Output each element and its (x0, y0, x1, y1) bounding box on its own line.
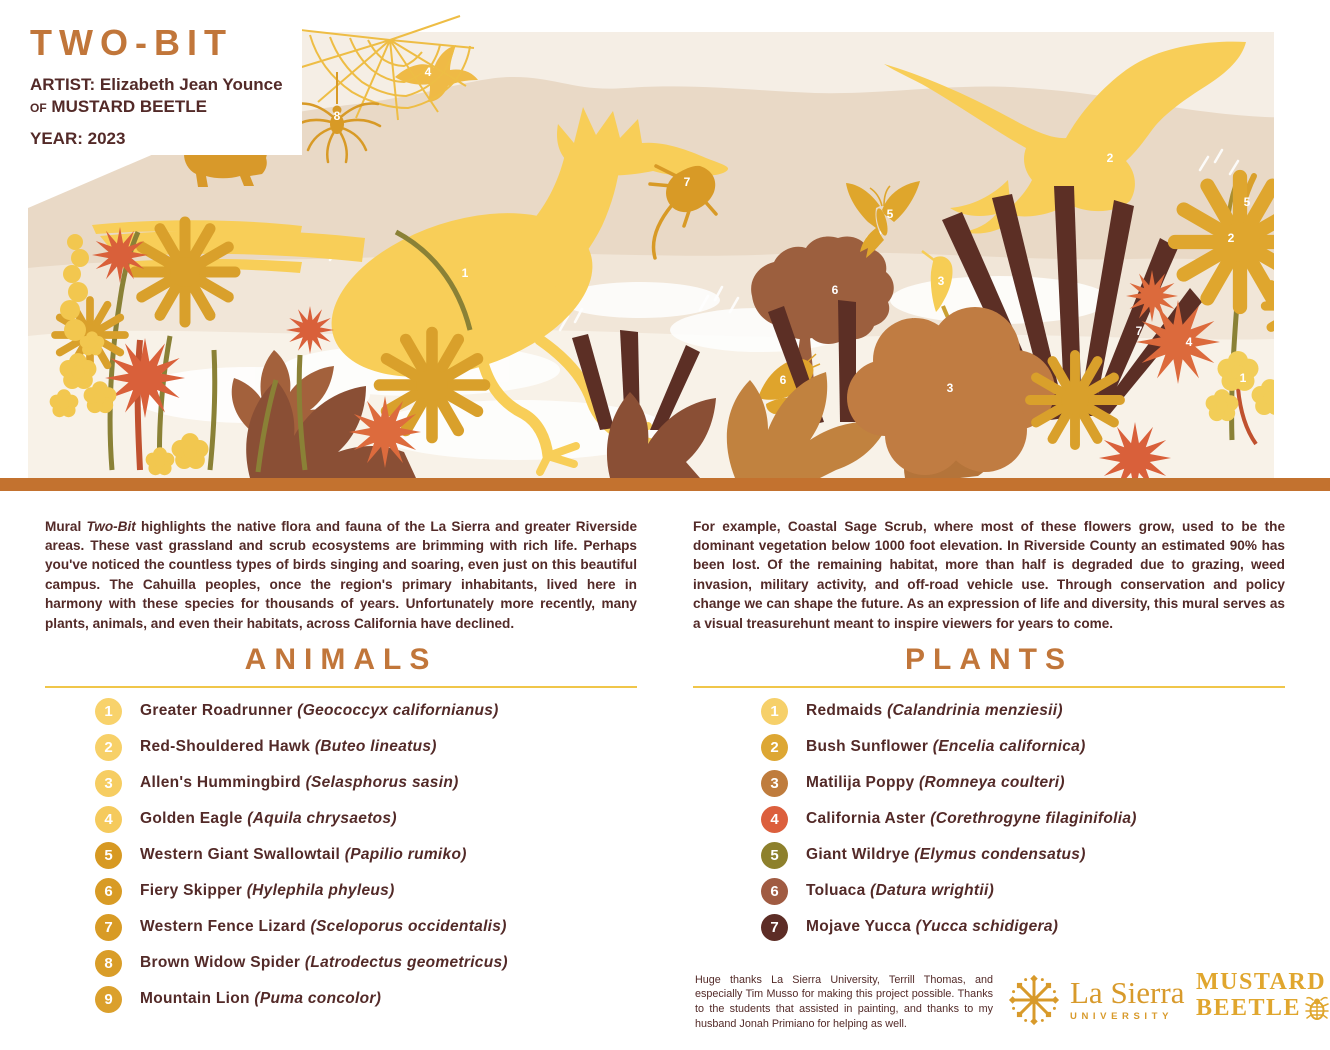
intro-paragraph-right: For example, Coastal Sage Scrub, where most of these flowers grow, used to be the dominant vegetation below 1000 foot elevation. In Riverside County an estimated 90% has been lost. Of the remaining habitat, more than half is degraded due to grazing, weed invasion, military activity, and off-road vehicle use. Through conservation and policy change we can shape the future. As an expression of life and diversity, this mural serves as a visual treasurehunt meant to inspire viewers for years to come. (693, 518, 1285, 631)
la-sierra-star-icon (1008, 972, 1060, 1028)
list-item-scientific-name: (Buteo lineatus) (314, 738, 437, 755)
mural-marker-fiery-skipper: 6 (779, 373, 787, 387)
list-item-scientific-name: (Sceloporus occidentalis) (310, 918, 507, 935)
list-item-number-badge: 3 (761, 770, 788, 797)
list-item-number-badge: 4 (95, 806, 122, 833)
animals-heading: ANIMALS (244, 643, 438, 676)
list-item-number-badge: 4 (761, 806, 788, 833)
list-item-scientific-name: (Datura wrightii) (870, 882, 995, 899)
acknowledgements-text: Huge thanks La Sierra University, Terrill Thomas, and especially Tim Musso for making this project possible. Thanks to the students that assisted in painting, and thanks to my husband Jonah Primiano for helping as well. (695, 973, 993, 1030)
mural-marker-redmaids: 1 (1239, 371, 1247, 385)
list-item (761, 873, 1306, 909)
list-item (761, 909, 1306, 945)
animals-underline (45, 686, 637, 688)
mural-title: TWO-BIT (30, 22, 233, 63)
list-item-scientific-name: (Geococcyx californianus) (297, 702, 499, 719)
list-item-scientific-name: (Selasphorus sasin) (305, 774, 459, 791)
mustard-wordmark-line2: BEETLE (1196, 995, 1302, 1021)
list-item-label: Matilija Poppy (Romneya coulteri) (806, 774, 1065, 791)
mustard-beetle-logo (1196, 969, 1329, 1021)
artist-name: Elizabeth Jean Younce (99, 75, 283, 94)
list-item-number-badge: 6 (761, 878, 788, 905)
list-item-scientific-name: (Hylephila phyleus) (246, 882, 395, 899)
list-item-number-badge: 1 (95, 698, 122, 725)
la-sierra-wordmark: La Sierra (1070, 975, 1185, 1010)
artist-credit (30, 74, 298, 119)
list-item-number-badge: 3 (95, 770, 122, 797)
list-item (95, 729, 640, 765)
list-item-number-badge: 5 (95, 842, 122, 869)
list-item-scientific-name: (Calandrinia menziesii) (887, 702, 1063, 719)
plants-heading: PLANTS (905, 643, 1073, 676)
la-sierra-university-label: UNIVERSITY (1070, 1011, 1174, 1022)
list-item-number-badge: 6 (95, 878, 122, 905)
list-item-number-badge: 1 (761, 698, 788, 725)
list-item (95, 945, 640, 981)
list-item-scientific-name: (Elymus condensatus) (914, 846, 1086, 863)
animals-list (95, 693, 640, 1017)
list-item-label: Bush Sunflower (Encelia californica) (806, 738, 1086, 755)
list-item (95, 873, 640, 909)
list-item-scientific-name: (Corethrogyne filaginifolia) (930, 810, 1137, 827)
list-item-label: Fiery Skipper (Hylephila phyleus) (140, 882, 395, 899)
list-item-scientific-name: (Papilio rumiko) (344, 846, 467, 863)
year-label: YEAR: (30, 129, 83, 148)
list-item-label: Mountain Lion (Puma concolor) (140, 990, 382, 1007)
list-item (761, 693, 1306, 729)
list-item-number-badge: 5 (761, 842, 788, 869)
year-credit (30, 129, 298, 149)
mustard-wordmark-line1: MUSTARD (1196, 969, 1327, 995)
list-item-label: Red-Shouldered Hawk (Buteo lineatus) (140, 738, 437, 755)
list-item (95, 837, 640, 873)
mural-marker-giant-wildrye: 5 (1243, 195, 1251, 209)
beetle-icon (1305, 995, 1329, 1021)
list-item-number-badge: 8 (95, 950, 122, 977)
list-item-label: Toluaca (Datura wrightii) (806, 882, 995, 899)
of-label: OF (30, 101, 47, 115)
list-item-label: Allen's Hummingbird (Selasphorus sasin) (140, 774, 459, 791)
artist-label: ARTIST: (30, 75, 96, 94)
list-item-number-badge: 7 (761, 914, 788, 941)
list-item (95, 981, 640, 1017)
list-item (761, 765, 1306, 801)
mural-marker-golden-eagle: 4 (424, 65, 432, 79)
list-item (761, 729, 1306, 765)
list-item-label: Mojave Yucca (Yucca schidigera) (806, 918, 1059, 935)
mural-marker-toluaca: 6 (831, 283, 839, 297)
intro-left-mural-name: Two-Bit (86, 518, 136, 534)
mural-marker-bush-sunflower: 2 (1227, 231, 1235, 245)
list-item-scientific-name: (Aquila chrysaetos) (247, 810, 397, 827)
list-item-scientific-name: (Puma concolor) (254, 990, 382, 1007)
list-item (761, 801, 1306, 837)
list-item-scientific-name: (Encelia californica) (932, 738, 1086, 755)
mural-illustration (0, 0, 1330, 478)
list-item (95, 765, 640, 801)
mural-marker-allens-hummingbird: 3 (937, 274, 945, 288)
mural-marker-greater-roadrunner: 1 (461, 266, 469, 280)
list-item-label: Golden Eagle (Aquila chrysaetos) (140, 810, 397, 827)
mural-marker-red-shouldered-hawk: 2 (1106, 151, 1114, 165)
list-item-label: Redmaids (Calandrinia menziesii) (806, 702, 1063, 719)
list-item-scientific-name: (Yucca schidigera) (915, 918, 1059, 935)
year-value: 2023 (87, 129, 126, 148)
mural-bottom-bar (0, 478, 1330, 491)
list-item-label: Greater Roadrunner (Geococcyx californianus) (140, 702, 499, 719)
list-item-number-badge: 9 (95, 986, 122, 1013)
list-item-label: Western Giant Swallowtail (Papilio rumiko) (140, 846, 467, 863)
list-item (95, 801, 640, 837)
mural-marker-western-fence-lizard: 7 (683, 175, 691, 189)
list-item-number-badge: 2 (95, 734, 122, 761)
plants-list (761, 693, 1306, 945)
mural-marker-california-aster: 4 (1185, 335, 1193, 349)
intro-left-prefix: Mural (45, 518, 87, 534)
list-item-number-badge: 7 (95, 914, 122, 941)
intro-paragraph-left (45, 517, 637, 633)
list-item-label: Giant Wildrye (Elymus condensatus) (806, 846, 1086, 863)
mural-marker-brown-widow-spider: 8 (333, 109, 341, 123)
title-block (30, 20, 302, 155)
list-item-number-badge: 2 (761, 734, 788, 761)
list-item (95, 909, 640, 945)
list-item-scientific-name: (Romneya coulteri) (919, 774, 1065, 791)
intro-left-body: highlights the native flora and fauna of the La Sierra and greater Riverside areas. These vast grassland and scrub ecosystems are brimming with rich life. Perhaps you've noticed the countless types of birds singing and soaring, even just on this beautiful campus. The Cahuilla peoples, once the region's primary inhabitants, lived here in harmony with these species for thousands of years. Unfortunately more recently, many plants, animals, and even their habitats, across California have declined. (45, 518, 638, 631)
list-item-label: Brown Widow Spider (Latrodectus geometricus) (140, 954, 508, 971)
list-item-scientific-name: (Latrodectus geometricus) (304, 954, 508, 971)
list-item (95, 693, 640, 729)
mural-marker-matilija-poppy: 3 (946, 381, 954, 395)
plants-underline (693, 686, 1285, 688)
mural-marker-western-giant-swallowtail: 5 (886, 207, 894, 221)
list-item (761, 837, 1306, 873)
studio-name: MUSTARD BEETLE (51, 97, 207, 116)
mural-marker-mojave-yucca: 7 (1135, 324, 1143, 338)
la-sierra-university-logo (1008, 972, 1184, 1028)
list-item-label: California Aster (Corethrogyne filaginifolia) (806, 810, 1137, 827)
list-item-label: Western Fence Lizard (Sceloporus occidentalis) (140, 918, 507, 935)
